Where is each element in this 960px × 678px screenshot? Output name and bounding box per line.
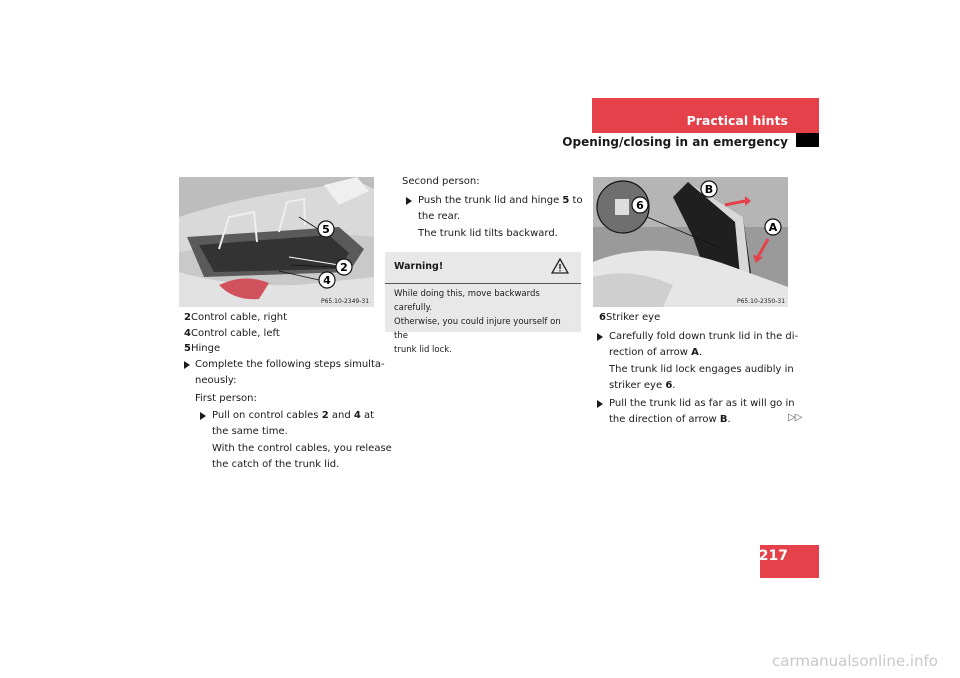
warning-title: Warning! <box>394 261 444 272</box>
callout-5-label: 5 <box>322 223 330 236</box>
result-lock-engages: The trunk lid lock engages audibly in striker eye 6. <box>609 364 794 391</box>
continue-arrows-icon: ▷▷ <box>788 412 802 423</box>
figure-code: P65.10-2350-31 <box>737 298 786 305</box>
step-bullet-icon <box>597 333 603 341</box>
legend-item <box>184 310 287 326</box>
warning-divider <box>385 283 581 284</box>
page-number-box <box>760 545 819 578</box>
figure-code: P65.10-2349-31 <box>321 298 370 305</box>
trunk-cables-illustration <box>179 177 374 307</box>
step-fold-down-trunk-lid: Carefully fold down trunk lid in the di- rection of arrow A. <box>609 331 799 358</box>
figure-trunk-cables <box>179 177 374 307</box>
legend-num: 4 <box>184 327 191 339</box>
page-number: 217 <box>758 548 788 564</box>
callout-2-label: 2 <box>340 261 348 274</box>
result-release-catch: With the control cables, you release the catch of the trunk lid. <box>212 443 392 470</box>
step-bullet-icon <box>184 361 190 369</box>
callout-4-label: 4 <box>323 274 331 287</box>
step-complete-simultaneously: Complete the following steps simulta- neously: <box>195 359 385 386</box>
page-subtitle: Opening/closing in an emergency <box>562 135 788 149</box>
legend-label: Control cable, left <box>190 327 280 339</box>
legend-label: Control cable, right <box>190 312 288 323</box>
result-trunk-tilts: The trunk lid tilts backward. <box>418 228 558 239</box>
step-bullet-icon <box>406 197 412 205</box>
warning-triangle-icon <box>551 258 569 278</box>
warning-box <box>385 252 581 355</box>
first-person-label: First person: <box>195 393 257 404</box>
step-pull-trunk-lid: Pull the trunk lid as far as it will go in the direction of arrow B. <box>609 398 795 425</box>
section-title: Practical hints <box>686 113 788 128</box>
legend-label: Hinge <box>190 343 221 355</box>
striker-eye-illustration <box>593 177 788 307</box>
second-person-label: Second person: <box>402 176 480 187</box>
legend-item <box>184 326 287 342</box>
watermark: carmanualsonline.info <box>772 652 938 670</box>
step-bullet-icon <box>200 412 206 420</box>
legend-left <box>184 310 287 357</box>
step-push-trunk-lid: Push the trunk lid and hinge 5 to the rear. <box>418 195 583 222</box>
warning-text: While doing this, move backwards carefully. Otherwise, you could injure yourself on the trunk lid lock. <box>394 289 561 355</box>
callout-B-label: B <box>704 183 714 196</box>
legend-item <box>184 341 287 357</box>
header-tab-marker <box>796 133 819 147</box>
step-pull-control-cables: Pull on control cables 2 and 4 at the same time. <box>212 410 375 437</box>
callout-A-label: A <box>768 221 778 234</box>
legend-num: 5 <box>184 343 191 355</box>
section-header-box <box>592 98 819 133</box>
legend-striker-eye: 6Striker eye <box>599 312 661 323</box>
figure-striker-eye <box>593 177 788 307</box>
step-bullet-icon <box>597 400 603 408</box>
callout-6-label: 6 <box>636 199 644 212</box>
legend-num: 2 <box>184 312 191 323</box>
